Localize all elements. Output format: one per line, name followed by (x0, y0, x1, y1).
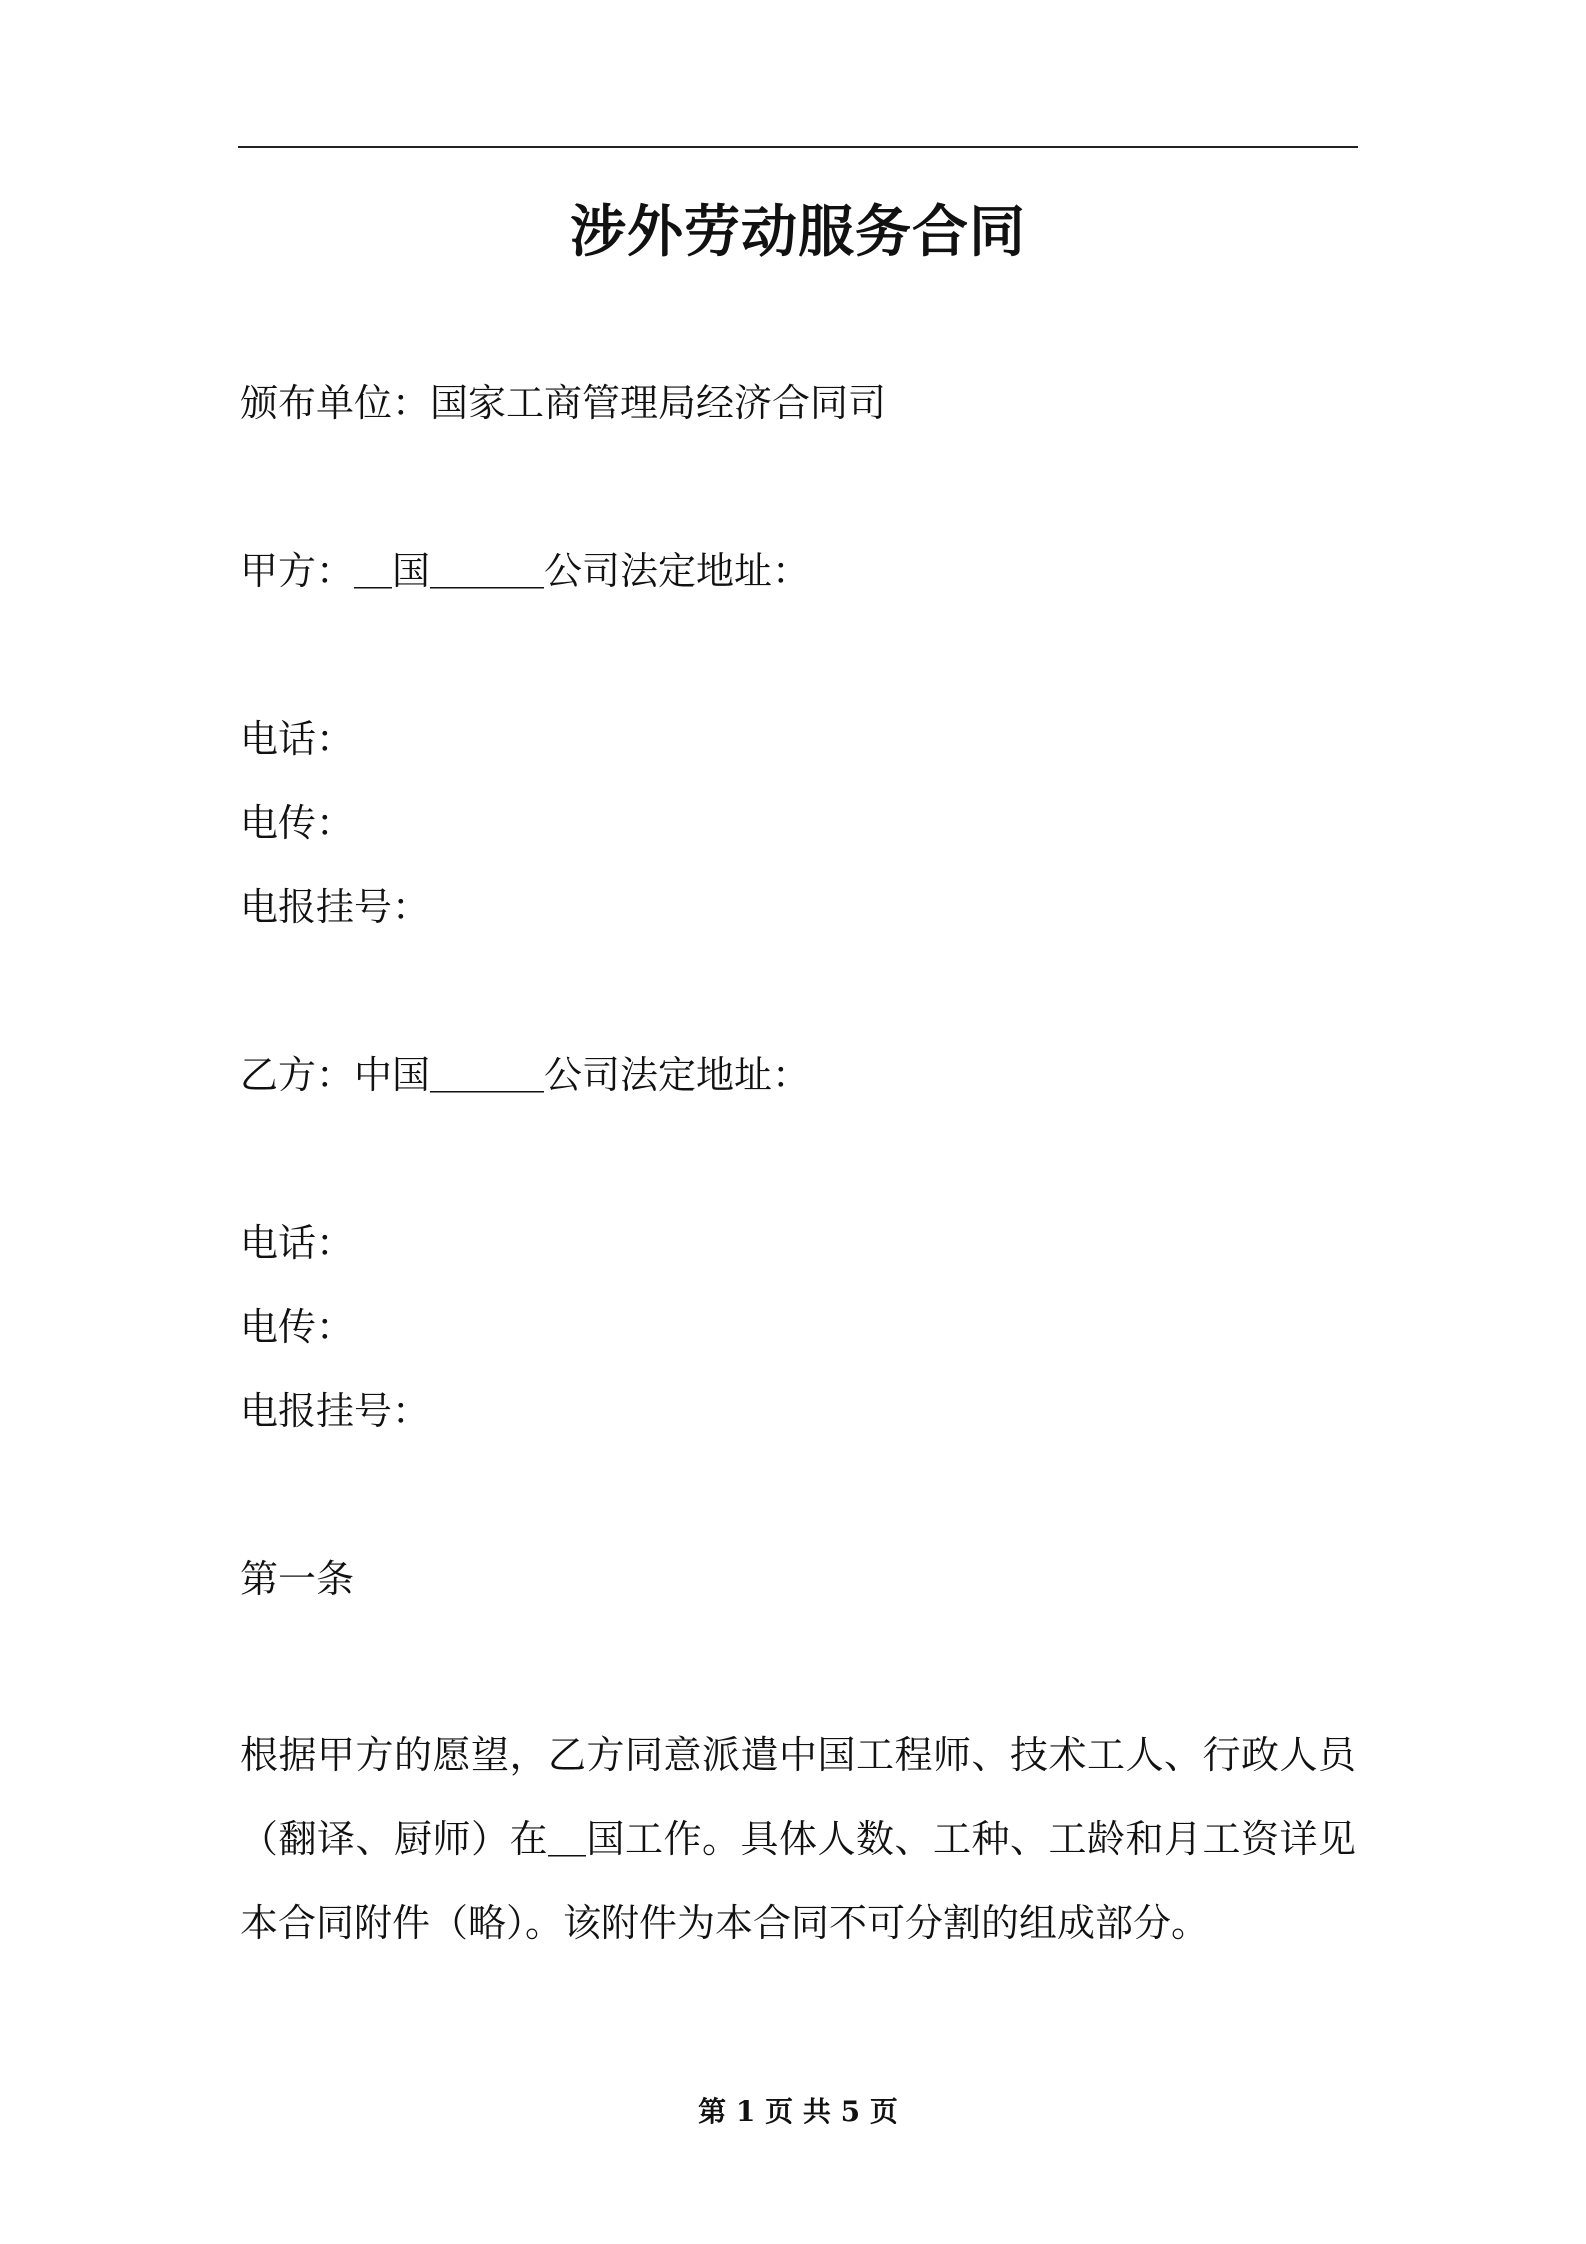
issuer-line: 颁布单位：国家工商管理局经济合同司 (240, 381, 887, 425)
party-b-telegraph: 电报挂号： (240, 1389, 431, 1433)
header-rule (238, 146, 1358, 148)
article-1-body: 根据甲方的愿望，乙方同意派遣中国工程师、技术工人、行政人员（翻译、厨师）在＿国工作。具体人数、工种、工龄和月工资详见本合同附件（略）。该附件为本合同不可分割的组成部分。 (240, 1733, 1356, 1945)
party-b-phone: 电话： (240, 1221, 355, 1265)
party-a-fax: 电传： (240, 801, 355, 845)
party-b-name-address: 乙方：中国＿＿＿公司法定地址： (240, 1053, 811, 1097)
page-footer: 第 1 页 共 5 页 (698, 2095, 898, 2128)
party-a-phone: 电话： (240, 717, 355, 761)
party-a-name-address: 甲方：＿国＿＿＿公司法定地址： (240, 549, 811, 593)
document-title: 涉外劳动服务合同 (570, 200, 1026, 265)
article-1-heading: 第一条 (240, 1557, 355, 1601)
party-a-telegraph: 电报挂号： (240, 885, 431, 929)
party-b-fax: 电传： (240, 1305, 355, 1349)
